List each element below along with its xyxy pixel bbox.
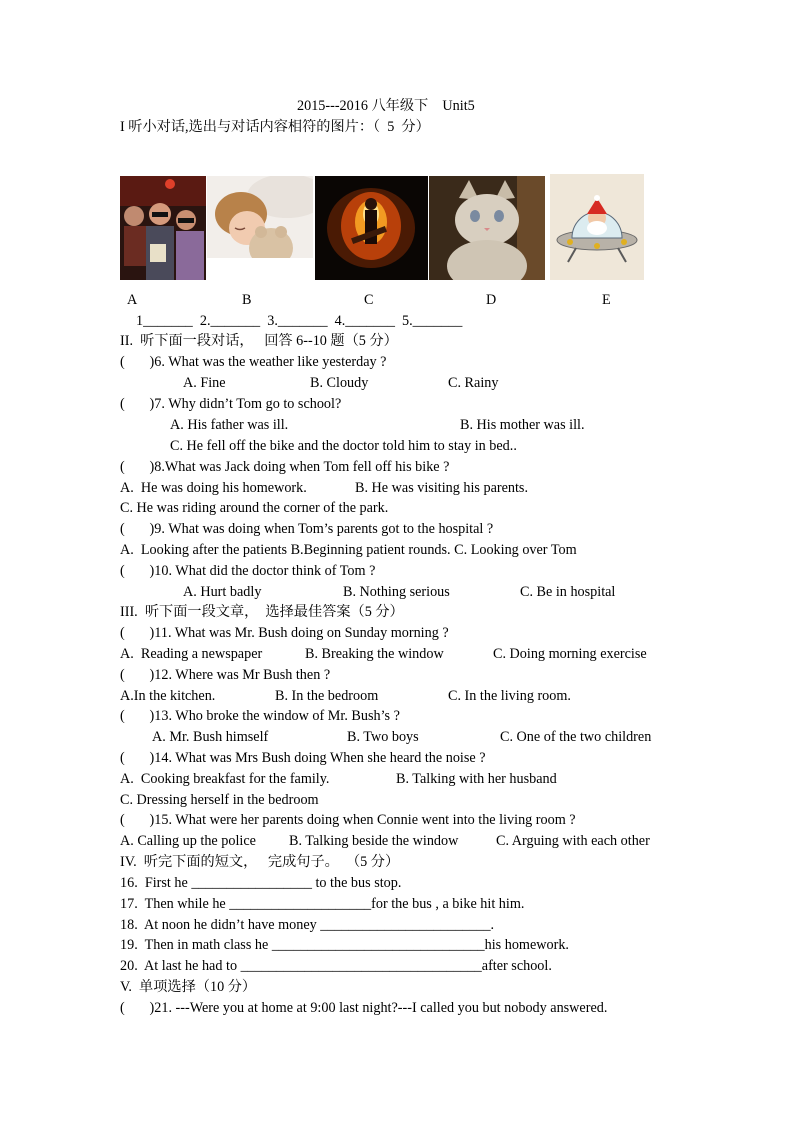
sentence-18: 18. At noon he didn’t have money ________________________. xyxy=(120,917,495,933)
section4-heading: IV. 听完下面的短文， 完成句子。 （5 分） xyxy=(120,854,400,870)
q13-option-a: A. Mr. Bush himself xyxy=(152,729,269,745)
q6-option-b: B. Cloudy xyxy=(310,375,369,391)
q8-option-b: B. He was visiting his parents. xyxy=(355,480,528,496)
q10-option-c: C. Be in hospital xyxy=(520,584,616,600)
section2-heading: II. 听下面一段对话， 回答 6--10 题（5 分） xyxy=(120,333,398,349)
picture-e-santa-ufo xyxy=(550,174,644,280)
picture-c-fire-guitarist xyxy=(315,176,428,280)
question-13: ( )13. Who broke the window of Mr. Bush’s ? xyxy=(120,708,400,724)
picture-label-c: C xyxy=(364,292,374,308)
question-12: ( )12. Where was Mr Bush then ? xyxy=(120,667,331,683)
q12-option-c: C. In the living room. xyxy=(448,688,571,704)
q14-option-c: C. Dressing herself in the bedroom xyxy=(120,792,319,808)
q14-option-a: A. Cooking breakfast for the family. xyxy=(120,771,330,787)
q9-options: A. Looking after the patients B.Beginning patient rounds. C. Looking over Tom xyxy=(120,542,577,558)
question-21: ( )21. ---Were you at home at 9:00 last night?---I called you but nobody answered. xyxy=(120,1000,608,1016)
q6-option-a: A. Fine xyxy=(183,375,226,391)
picture-b-sleeping-child xyxy=(207,176,313,280)
q6-option-c: C. Rainy xyxy=(448,375,499,391)
picture-label-a: A xyxy=(127,292,138,308)
q7-option-c: C. He fell off the bike and the doctor told him to stay in bed.. xyxy=(170,438,517,454)
q14-option-b: B. Talking with her husband xyxy=(396,771,557,787)
q7-option-a: A. His father was ill. xyxy=(170,417,289,433)
answer-blanks-1-5: 1_______ 2._______ 3._______ 4._______ 5._______ xyxy=(136,313,463,329)
question-14: ( )14. What was Mrs Bush doing When she heard the noise ? xyxy=(120,750,486,766)
q15-option-b: B. Talking beside the window xyxy=(289,833,459,849)
question-11: ( )11. What was Mr. Bush doing on Sunday morning ? xyxy=(120,625,449,641)
picture-a-cinema-audience xyxy=(120,176,206,280)
q11-option-a: A. Reading a newspaper xyxy=(120,646,263,662)
sentence-16: 16. First he _________________ to the bus stop. xyxy=(120,875,402,891)
q12-option-b: B. In the bedroom xyxy=(275,688,379,704)
q13-option-b: B. Two boys xyxy=(347,729,419,745)
q10-option-a: A. Hurt badly xyxy=(183,584,262,600)
q8-option-a: A. He was doing his homework. xyxy=(120,480,307,496)
question-10: ( )10. What did the doctor think of Tom ? xyxy=(120,563,376,579)
page-title: 2015---2016 八年级下 Unit5 xyxy=(297,98,475,114)
picture-label-e: E xyxy=(602,292,611,308)
q10-option-b: B. Nothing serious xyxy=(343,584,450,600)
sentence-19: 19. Then in math class he ______________________________his homework. xyxy=(120,937,569,953)
question-6: ( )6. What was the weather like yesterday ? xyxy=(120,354,387,370)
q12-option-a: A.In the kitchen. xyxy=(120,688,216,704)
sentence-17: 17. Then while he ____________________for the bus , a bike hit him. xyxy=(120,896,525,912)
q8-option-c: C. He was riding around the corner of the park. xyxy=(120,500,389,516)
q11-option-c: C. Doing morning exercise xyxy=(493,646,647,662)
picture-d-cat xyxy=(429,176,545,280)
q11-option-b: B. Breaking the window xyxy=(305,646,444,662)
sentence-20: 20. At last he had to __________________________________after school. xyxy=(120,958,552,974)
section5-heading: V. 单项选择（10 分） xyxy=(120,979,257,995)
section3-heading: III. 听下面一段文章， 选择最佳答案（5 分） xyxy=(120,604,404,620)
q7-option-b: B. His mother was ill. xyxy=(460,417,585,433)
question-9: ( )9. What was doing when Tom’s parents got to the hospital ? xyxy=(120,521,494,537)
question-8: ( )8.What was Jack doing when Tom fell off his bike ? xyxy=(120,459,450,475)
question-15: ( )15. What were her parents doing when Connie went into the living room ? xyxy=(120,812,576,828)
q15-option-a: A. Calling up the police xyxy=(120,833,256,849)
q13-option-c: C. One of the two children xyxy=(500,729,652,745)
picture-label-d: D xyxy=(486,292,497,308)
picture-label-b: B xyxy=(242,292,252,308)
section1-heading: I 听小对话,选出与对话内容相符的图片：（ 5 分） xyxy=(120,119,430,135)
question-7: ( )7. Why didn’t Tom go to school? xyxy=(120,396,342,412)
q15-option-c: C. Arguing with each other xyxy=(496,833,650,849)
